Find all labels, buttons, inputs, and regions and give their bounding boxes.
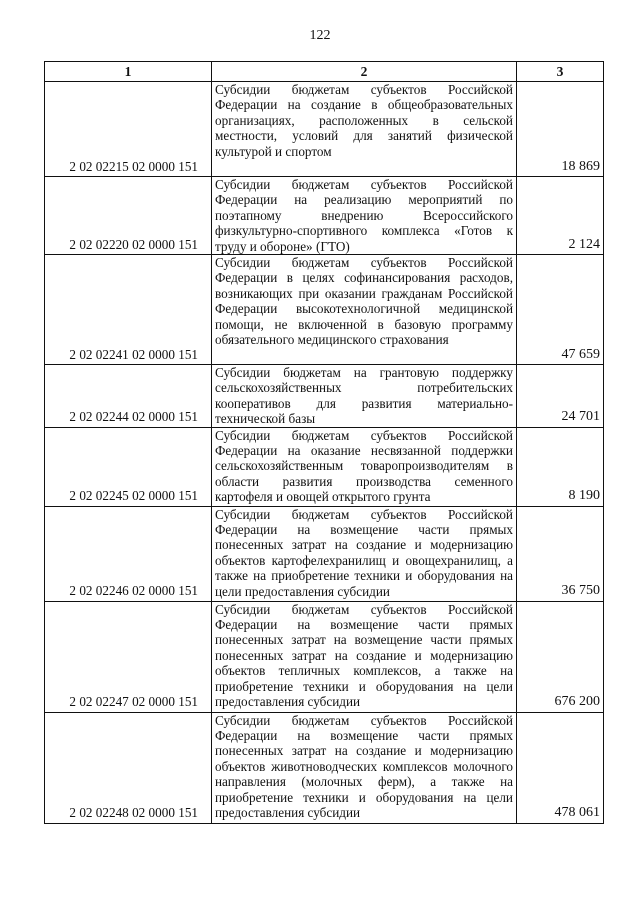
amount-cell: 478 061: [517, 712, 604, 823]
budget-code-cell: 2 02 02215 02 0000 151: [45, 82, 212, 177]
column-header-description: 2: [212, 62, 517, 82]
amount-cell: 36 750: [517, 506, 604, 601]
table-row: [45, 82, 604, 177]
table-row: [45, 177, 604, 255]
description-cell: Субсидии бюджетам субъектов Российской Федерации на оказание несвязанной поддержки сельскохозяйственным товаропроизводителям в области развития производства семенного картофеля и овощей открытого грунта: [212, 427, 517, 506]
amount-cell: 2 124: [517, 177, 604, 255]
description-cell: Субсидии бюджетам субъектов Российской Федерации на возмещение части прямых понесенных затрат на возмещение части прямых понесенных затрат на создание и модернизацию объектов тепличных комплексов, а также на приобретение техники и оборудования на цели предоставления субсидии: [212, 601, 517, 712]
budget-code-cell: 2 02 02247 02 0000 151: [45, 601, 212, 712]
table-row: [45, 712, 604, 823]
table-row: [45, 365, 604, 428]
budget-code-cell: 2 02 02245 02 0000 151: [45, 427, 212, 506]
description-cell: Субсидии бюджетам на грантовую поддержку сельскохозяйственных потребительских кооперативов для развития материально-технической базы: [212, 365, 517, 428]
amount-cell: 24 701: [517, 365, 604, 428]
description-cell: Субсидии бюджетам субъектов Российской Федерации на реализацию мероприятий по поэтапному внедрению Всероссийского физкультурно-спортивного комплекса «Готов к труду и обороне» (ГТО): [212, 177, 517, 255]
table-row: [45, 255, 604, 365]
budget-code-cell: 2 02 02244 02 0000 151: [45, 365, 212, 428]
budget-code-cell: 2 02 02246 02 0000 151: [45, 506, 212, 601]
budget-table: [44, 61, 604, 824]
header-row: [45, 62, 604, 82]
description-cell: Субсидии бюджетам субъектов Российской Федерации на возмещение части прямых понесенных затрат на создание и модернизацию объектов картофелехранилищ и овощехранилищ, а также на приобретение техники и оборудования на цели предоставления субсидии: [212, 506, 517, 601]
amount-cell: 18 869: [517, 82, 604, 177]
budget-code-cell: 2 02 02248 02 0000 151: [45, 712, 212, 823]
amount-cell: 47 659: [517, 255, 604, 365]
budget-code-cell: 2 02 02241 02 0000 151: [45, 255, 212, 365]
column-header-code: 1: [45, 62, 212, 82]
page-number: 122: [309, 28, 331, 43]
table-row: [45, 506, 604, 601]
table-row: [45, 427, 604, 506]
description-cell: Субсидии бюджетам субъектов Российской Федерации на возмещение части прямых понесенных затрат на создание и модернизацию объектов животноводческих комплексов молочного направления (молочных ферм), а также на приобретение техники и оборудования на цели предоставления субсидии: [212, 712, 517, 823]
amount-cell: 8 190: [517, 427, 604, 506]
column-header-amount: 3: [517, 62, 604, 82]
budget-code-cell: 2 02 02220 02 0000 151: [45, 177, 212, 255]
description-cell: Субсидии бюджетам субъектов Российской Федерации в целях софинансирования расходов, возникающих при оказании гражданам Российской Федерации высокотехнологичной медицинской помощи, не включенной в базовую программу обязательного медицинского страхования: [212, 255, 517, 365]
description-cell: Субсидии бюджетам субъектов Российской Федерации на создание в общеобразовательных организациях, расположенных в сельской местности, условий для занятий физической культурой и спортом: [212, 82, 517, 177]
amount-cell: 676 200: [517, 601, 604, 712]
table-row: [45, 601, 604, 712]
